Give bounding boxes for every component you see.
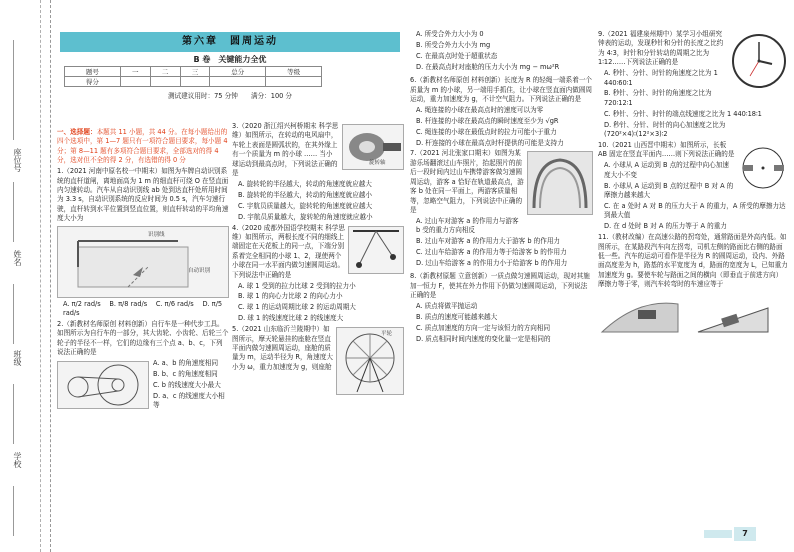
question-5-option-b[interactable]: B. 所受合外力大小为 mg — [416, 40, 491, 49]
column-3 — [410, 30, 593, 552]
ferris-wheel-diagram — [337, 328, 403, 394]
rotating-wheel-figure — [342, 124, 404, 170]
question-9-option-d[interactable]: D. 秒针、分针、时针的向心加速度之比为 (720²×4)∶(12²×3)∶2 — [604, 120, 726, 139]
question-4-option-d[interactable]: D. 球 1 的线速度比球 2 的线速度大 — [238, 314, 344, 323]
conical-pendulum-diagram — [349, 227, 403, 273]
clock-icon — [730, 32, 788, 90]
question-6: 6.（新教材名师原创 材料创新）长度为 R 的轻绳一端系着一个质量为 m 的小球，另一端用手抓住，让小球在竖直面内做圆周运动，重力加速度为 g，不计空气阻力。下列说法正确的是 — [410, 76, 593, 103]
question-10-option-a[interactable]: A. 小球从 A 运动到 B 点的过程中向心加速度大小不变 — [604, 161, 729, 179]
column-1 — [57, 122, 229, 552]
footer-stripe — [704, 530, 732, 538]
question-11: 11.（教材改编）在高速公路的拐弯处，通常路面是外高内低。如图所示，在某路段汽车向左拐弯，司机左侧的路面比右侧的路面低一些。汽车的运动可看作是半径为 R 的圆周运动，设内、外路面高度差为 h，路基的水平宽度为 d，路面的宽度为 L，已知重力加速度为 g。要使车轮与路面之间的横向（即垂直于前进方向）摩擦力等于零，则汽车转弯时的车速应等于 — [598, 233, 788, 289]
score-cell — [150, 77, 180, 87]
question-6-option-b[interactable]: B. 杆连接的小球在最高点的瞬时速度至少为 √gR — [416, 116, 559, 125]
question-7-option-a[interactable]: A. 过山车对游客 a 的作用力与游客 b 受的重力方向相反 — [416, 216, 519, 235]
question-9-option-c[interactable]: C. 秒针、分针、时针的端点线速度之比为 1 440∶18∶1 — [604, 109, 762, 118]
question-2-option-c[interactable]: C. b 的线速度大小最大 — [153, 380, 221, 389]
section-heading — [57, 128, 229, 166]
score-cell — [266, 77, 322, 87]
question-1: 1.（2021 河南中原名校一中期末）如图为车牌自动识别系统的直杆道闸，离地面高为 1 m 的细直杆可绕 O 在竖直面内匀速转动。汽车从自动识别线 ab 处到达直杆处所用时间为 3.3 s，自动识别系统的反应时间为 0.5 s，汽车匀速行驶，直杆转到水平位置到竖直位置，则直杆转动的平均角速度大小为 — [57, 167, 229, 223]
question-4-option-c[interactable]: C. 球 1 的运动周期比球 2 的运动周期大 — [238, 303, 356, 312]
page-header — [60, 0, 400, 100]
score-cell: 二 — [150, 67, 180, 77]
score-table-row — [65, 77, 322, 87]
question-10-option-b[interactable]: B. 小球从 A 运动到 B 点的过程中 B 对 A 的摩擦力越来越大 — [604, 181, 734, 199]
conical-pendulum-figure — [348, 226, 404, 274]
question-9: 9.（2021 福建泉州期中）某学习小组研究钟表的运动，发现秒针和分针的长度之比约为 4∶3，时针和分针转动的周期之比为 1∶12……下列说法正确的是 — [598, 30, 724, 67]
option-c[interactable]: C. π/6 rad/s — [155, 299, 194, 308]
banked-road-figure — [598, 292, 778, 338]
roller-coaster-photo — [527, 151, 593, 215]
barrier-gate-diagram — [58, 227, 228, 297]
clock-figure — [730, 32, 788, 90]
question-5-option-a[interactable]: A. 所受合外力大小为 0 — [416, 30, 484, 38]
score-cell — [180, 77, 210, 87]
question-7: 7.（2021 河北张家口期末）如图为某游乐场翻滚过山车照片，抬起照片的前后一段时间内过山车携带游客做匀速圆周运动，游客 a 恰好在轨道最高点，游客 b 处在同一平面上，两游客质量相等，忽略空气阻力，下列说法中正确的是 — [410, 149, 524, 214]
cut-line — [40, 0, 41, 552]
score-cell: 一 — [120, 67, 150, 77]
question-2-option-a[interactable]: A. a、b 的角速度相同 — [153, 359, 219, 367]
question-8-option-b[interactable]: B. 质点的速度可能越来越大 — [416, 312, 498, 321]
score-cell: 总分 — [210, 67, 266, 77]
question-5: 5.（2021 山东临沂兰陵期中）如图所示，摩天轮悬挂的座舱在竖直平面内做匀速圆周运动，座舱的质量为 m，运动半径为 R，角速度大小为 ω，重力加速度为 g，则座舱 — [232, 325, 333, 371]
question-8-option-d[interactable]: D. 质点相同时间内速度的变化量一定是相同的 — [416, 334, 551, 343]
circle-board-diagram — [738, 143, 788, 193]
name-label: 姓名 — [13, 250, 22, 266]
column-2 — [232, 122, 404, 552]
question-7-option-d[interactable]: D. 过山车给游客 a 的作用力小于给游客 b 的作用力 — [416, 258, 568, 267]
score-cell: 题号 — [65, 67, 121, 77]
column-4 — [598, 30, 788, 552]
barrier-gate-figure — [57, 226, 229, 298]
figure-caption: 旋转轴 — [369, 160, 386, 166]
school-label: 学校 — [13, 452, 22, 468]
margin-rule — [13, 182, 14, 242]
question-2: 2.（新教材名师原创 材料创新）自行车是一种代步工具。如图所示为自行车的一部分，其大齿轮、小齿轮、后轮三个轮子的半径不一样，它们的边缘有三个点 a、b、c，下列说法正确的是 — [57, 319, 229, 357]
question-2-option-b[interactable]: B. b、c 的角速度相同 — [153, 369, 218, 378]
question-5-option-c[interactable]: C. 在最高点时处于超重状态 — [416, 51, 498, 60]
question-8-option-c[interactable]: C. 质点加速度的方向一定与该恒力的方向相同 — [416, 323, 551, 332]
question-9-option-a[interactable]: A. 秒针、分针、时针的角速度之比为 1 440∶60∶1 — [604, 69, 718, 87]
binding-margin — [0, 0, 51, 552]
question-5-option-d[interactable]: D. 在最高点时对座舱的压力大小为 mg − mω²R — [416, 62, 560, 71]
margin-rule — [13, 486, 14, 536]
score-table — [64, 66, 322, 87]
question-6-option-a[interactable]: A. 绳连接的小球在最高点时的速度可以为零 — [416, 105, 544, 114]
option-a[interactable]: A. π/2 rad/s — [63, 299, 101, 308]
option-b[interactable]: B. π/8 rad/s — [109, 299, 148, 308]
question-3-option-b[interactable]: B. 旋转轮的半径越大，转动的角速度就应越小 — [238, 190, 372, 199]
question-9-option-b[interactable]: B. 秒针、分针、时针的角速度之比为 720∶12∶1 — [604, 89, 712, 107]
score-cell — [210, 77, 266, 87]
question-8: 8.（新教材原题 立意创新）一质点做匀速圆周运动，现对其施加一恒力 F，使其在外力作用下仍做匀速圆周运动，下列说法正确的是 — [410, 272, 590, 300]
question-3-option-c[interactable]: C. 宇航员质量越大，旋转轮的角速度就应越大 — [238, 201, 373, 210]
bicycle-figure — [57, 361, 149, 409]
page-number: 7 — [734, 527, 756, 541]
question-4-option-a[interactable]: A. 球 1 受到的拉力比球 2 受到的拉力小 — [238, 281, 356, 290]
roller-coaster-image — [528, 152, 592, 214]
score-cell: 三 — [180, 67, 210, 77]
question-8-option-a[interactable]: A. 质点将做平抛运动 — [416, 302, 478, 311]
score-cell: 得分 — [65, 77, 121, 87]
margin-rule — [13, 284, 14, 344]
margin-rule — [13, 40, 14, 140]
question-7-option-b[interactable]: B. 过山车对游客 a 的作用力大于游客 b 的作用力 — [416, 237, 561, 246]
figure-caption: 平轮 — [381, 331, 393, 338]
score-table-row — [65, 67, 322, 77]
question-1-options — [57, 300, 229, 319]
option-d[interactable]: D. π/5 rad/s — [63, 299, 223, 317]
circle-board-figure — [738, 143, 788, 193]
question-3-option-d[interactable]: D. 宇航员质量越大，旋转轮的角速度就应越小 — [238, 212, 373, 221]
score-cell — [120, 77, 150, 87]
class-label: 班级 — [13, 350, 22, 366]
score-cell: 等级 — [266, 67, 322, 77]
margin-rule — [13, 384, 14, 444]
question-6-option-c[interactable]: C. 绳连接的小球在最低点时的拉力可能小于重力 — [416, 127, 557, 136]
section-title: 一、选择题： — [57, 128, 97, 136]
question-4: 4.（2020 成都外国语学校期末 科学思维）如图所示，两根长度不同的细线上端固定在天花板上的同一点，下端分别系着完全相同的小球 1、2，现使两个小球在同一水平面内做匀速圆周运动。下列说法中正确的是 — [232, 223, 345, 279]
question-4-option-b[interactable]: B. 球 1 的向心力比球 2 的向心力小 — [238, 292, 343, 301]
question-10-option-d[interactable]: D. 在 d 处时 B 对 A 的压力等于 A 的重力 — [604, 222, 727, 231]
volume-title: B 卷 关键能力全优 — [193, 55, 267, 64]
bicycle-diagram — [58, 362, 148, 408]
figure-caption: 自动识别 — [188, 267, 211, 274]
question-10: 10.（2021 山西晋中期末）如图所示，长板 AB 固定在竖直平面内……则下列说法正确的是 — [598, 140, 735, 159]
question-10-option-c[interactable]: C. 在 a 处时 A 对 B 的压力大于 A 的重力，A 所受的摩擦力达到最大值 — [604, 201, 786, 220]
seat-number-label: 座位号 — [13, 148, 22, 172]
ferris-wheel-figure — [336, 327, 404, 395]
banked-road-diagram — [598, 292, 778, 338]
question-3-option-a[interactable]: A. 旋转轮的半径越大，转动的角速度就应越大 — [238, 179, 372, 188]
figure-caption: 识别线 — [148, 231, 165, 238]
section-description: 本题共 11 小题，共 44 分。在每小题给出的四个选项中，第 1—7 题只有一项符合题目要求，每小题 4 分；第 8—11 题有多项符合题目要求，全部选对的得 4 分，选对但不全的得 2 分，有选错的得 0 分 — [57, 128, 228, 165]
question-2-option-d[interactable]: D. a、c 的线速度大小相等 — [153, 391, 225, 410]
question-3: 3.（2020 浙江绍兴柯桥期末 科学思维）如图所示，在转动的电风扇中，车轮上表面是圆弧状的，在其外缘上有一个质量为 m 的小球 …… 当小球运动到最高点时，下列说法正确的是 — [232, 122, 339, 178]
chapter-title: 第六章 圆周运动 — [60, 32, 400, 52]
question-7-option-c[interactable]: C. 过山车给游客 a 的作用力等于给游客 b 的作用力 — [416, 248, 567, 257]
test-info: 测试建议用时：75 分钟 满分：100 分 — [167, 92, 293, 100]
question-6-option-d[interactable]: D. 杆连接的小球在最高点时杆提供的可能是支持力 — [416, 138, 564, 147]
